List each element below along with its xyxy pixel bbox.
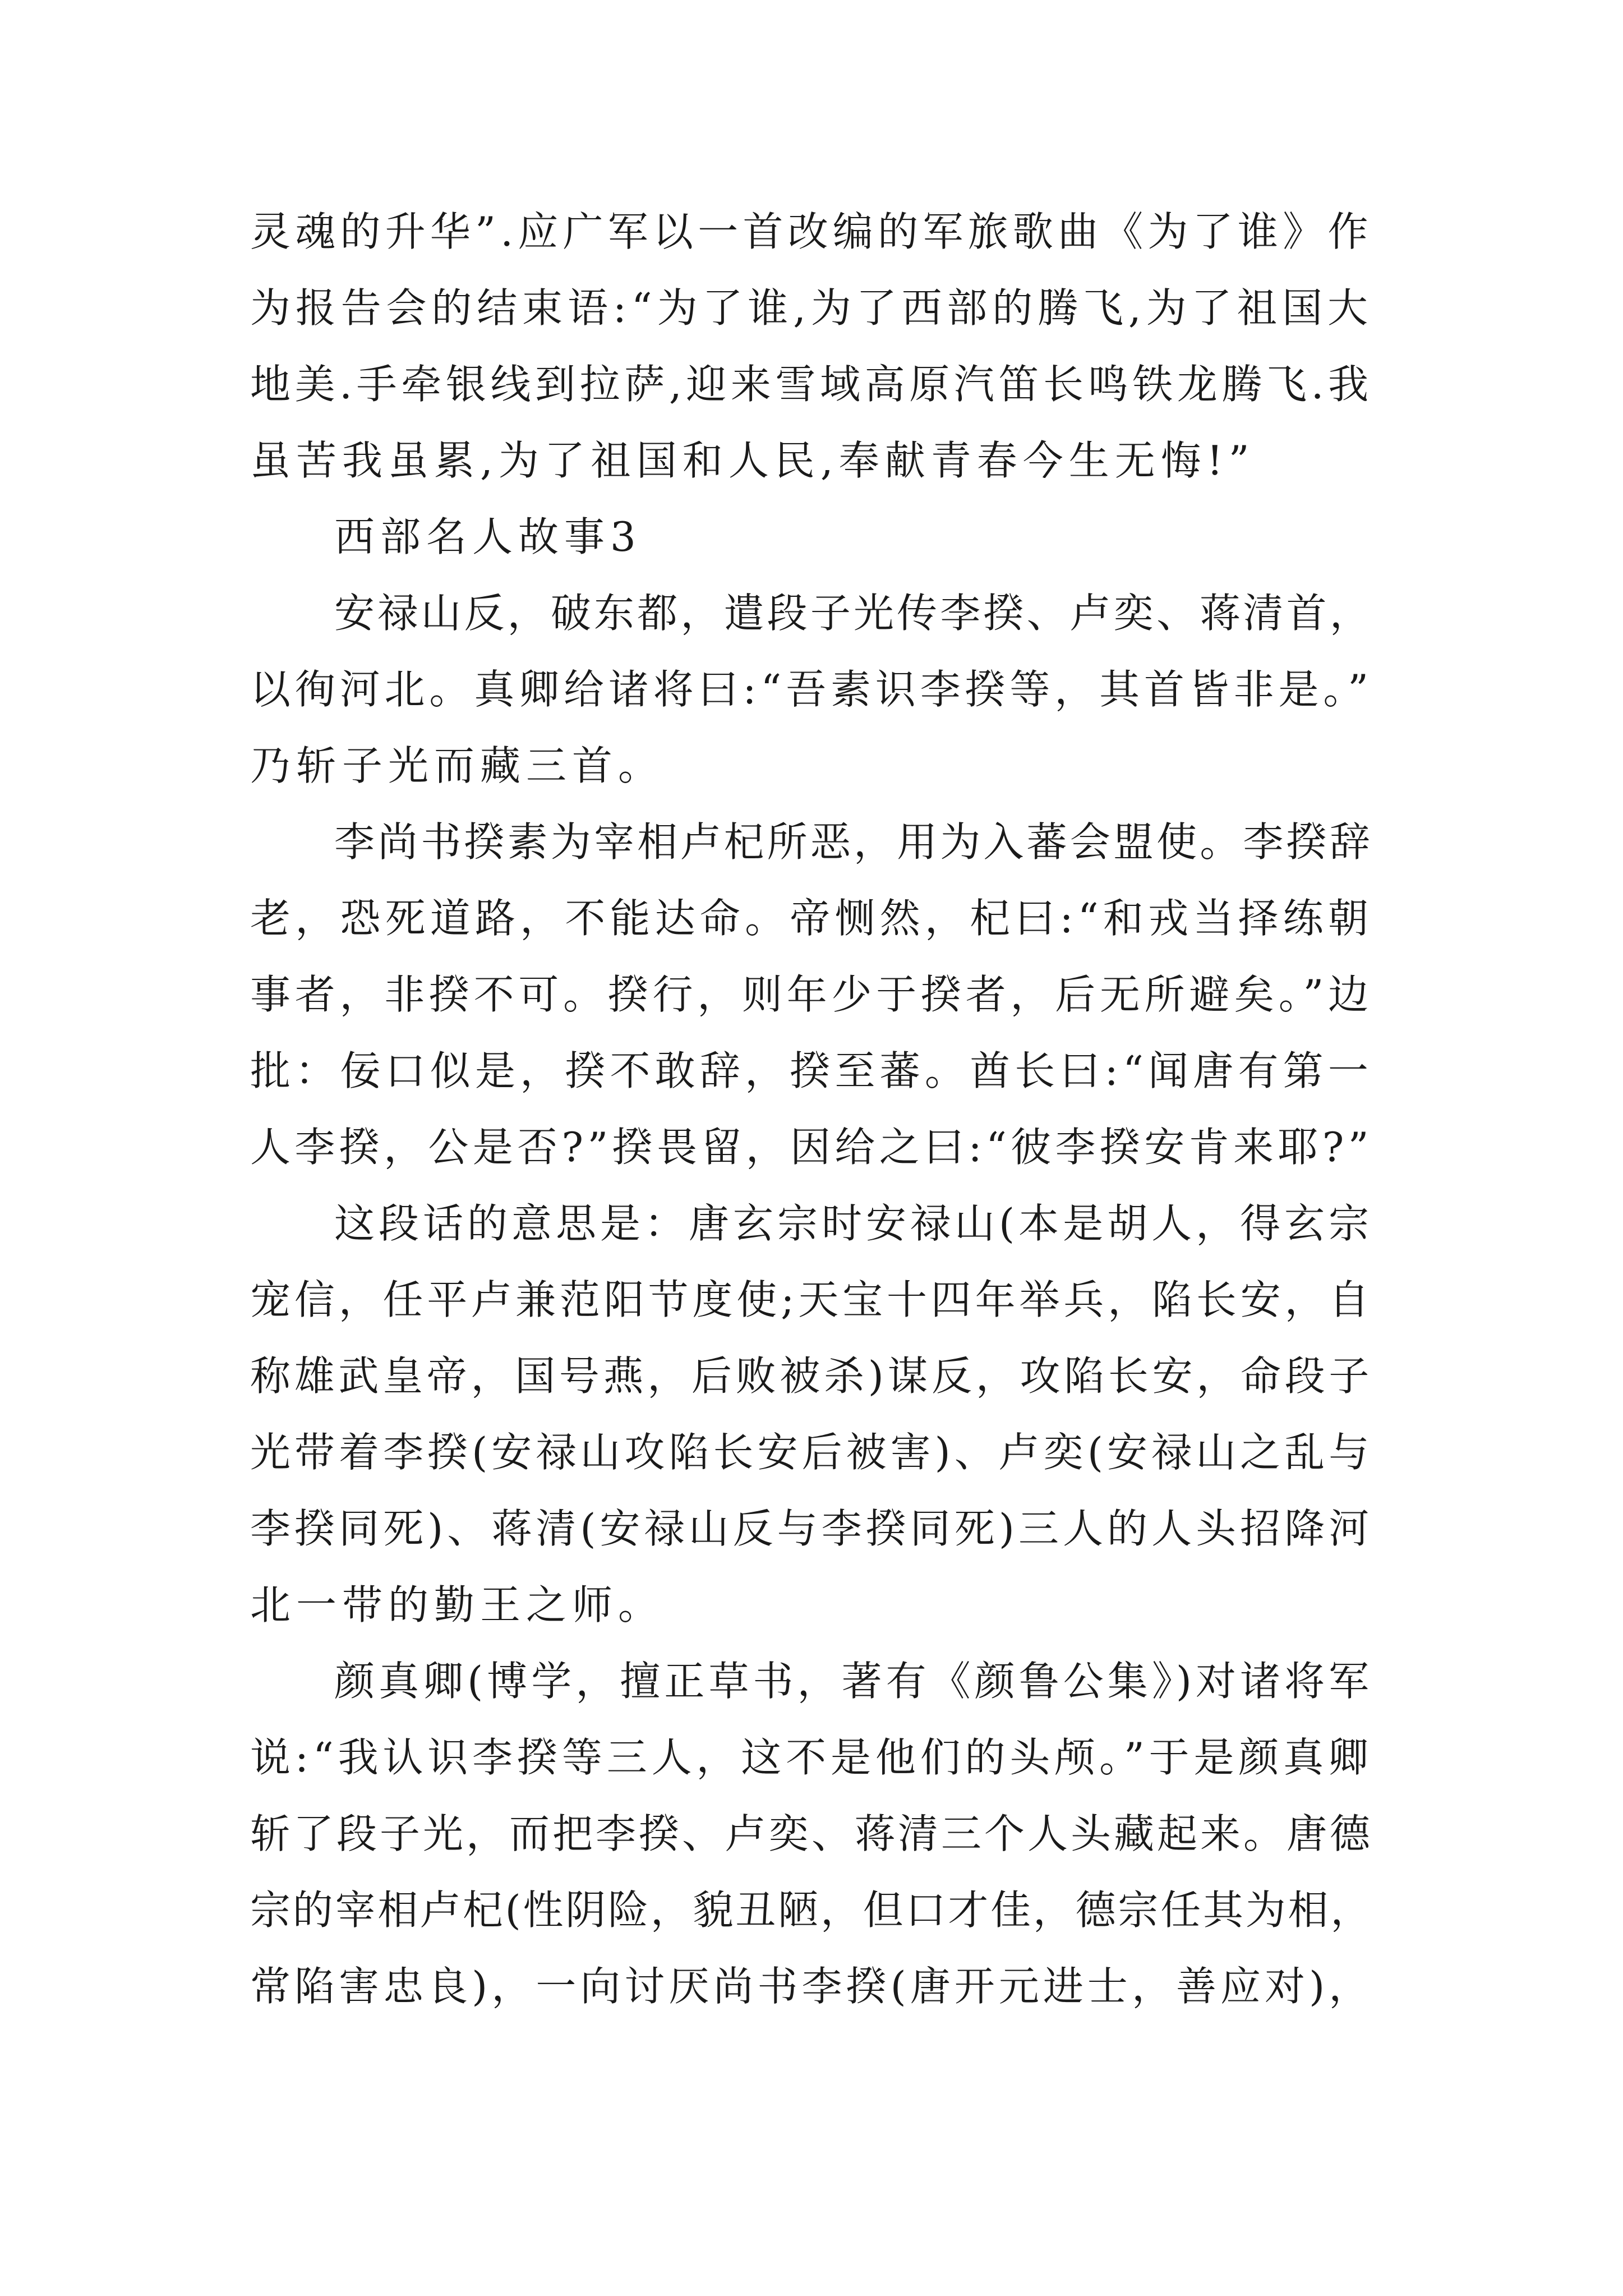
- text-line: 李尚书揆素为宰相卢杞所恶，用为入蕃会盟使。李揆辞: [334, 818, 1373, 866]
- text-line: 宗的宰相卢杞(性阴险，貌丑陋，但口才佳，德宗任其为相，: [250, 1887, 1373, 1934]
- text-line: 事者，非揆不可。揆行，则年少于揆者，后无所避矣。”边: [250, 971, 1373, 1018]
- text-line: 光带着李揆(安禄山攻陷长安后被害)、卢奕(安禄山之乱与: [250, 1429, 1373, 1476]
- text-line: 常陷害忠良)，一向讨厌尚书李揆(唐开元进士，善应对)，: [250, 1963, 1373, 2010]
- text-line: 宠信，任平卢兼范阳节度使;天宝十四年举兵，陷长安，自: [250, 1276, 1373, 1323]
- text-line: 老，恐死道路，不能达命。帝恻然，杞曰:“和戎当择练朝: [250, 895, 1373, 942]
- text-line: 以徇河北。真卿给诸将曰:“吾素识李揆等，其首皆非是。”: [250, 666, 1373, 713]
- text-line: 为报告会的结束语:“为了谁,为了西部的腾飞,为了祖国大: [250, 284, 1373, 332]
- text-line: 北一带的勤王之师。: [250, 1581, 665, 1628]
- text-line: 颜真卿(博学，擅正草书，著有《颜鲁公集》)对诸将军: [334, 1658, 1373, 1705]
- text-line: 乃斩子光而藏三首。: [250, 742, 665, 789]
- section-heading: 西部名人故事3: [334, 513, 642, 560]
- text-line: 斩了段子光，而把李揆、卢奕、蒋清三个人头藏起来。唐德: [250, 1810, 1373, 1857]
- text-line: 人李揆，公是否?”揆畏留，因给之曰:“彼李揆安肯来耶?”: [250, 1124, 1373, 1171]
- text-line: 灵魂的升华”.应广军以一首改编的军旅歌曲《为了谁》作: [250, 208, 1373, 255]
- text-line: 地美.手牵银线到拉萨,迎来雪域高原汽笛长鸣铁龙腾飞.我: [250, 361, 1373, 408]
- text-line: 批：佞口似是，揆不敢辞，揆至蕃。酋长曰:“闻唐有第一: [250, 1047, 1373, 1094]
- text-line: 李揆同死)、蒋清(安禄山反与李揆同死)三人的人头招降河: [250, 1505, 1373, 1552]
- text-line: 这段话的意思是：唐玄宗时安禄山(本是胡人，得玄宗: [334, 1200, 1373, 1247]
- text-line: 虽苦我虽累,为了祖国和人民,奉献青春今生无悔!”: [250, 437, 1255, 484]
- text-line: 安禄山反，破东都，遣段子光传李揆、卢奕、蒋清首，: [334, 590, 1373, 637]
- text-line: 称雄武皇帝，国号燕，后败被杀)谋反，攻陷长安，命段子: [250, 1352, 1373, 1400]
- text-line: 说:“我认识李揆等三人，这不是他们的头颅。”于是颜真卿: [250, 1734, 1373, 1781]
